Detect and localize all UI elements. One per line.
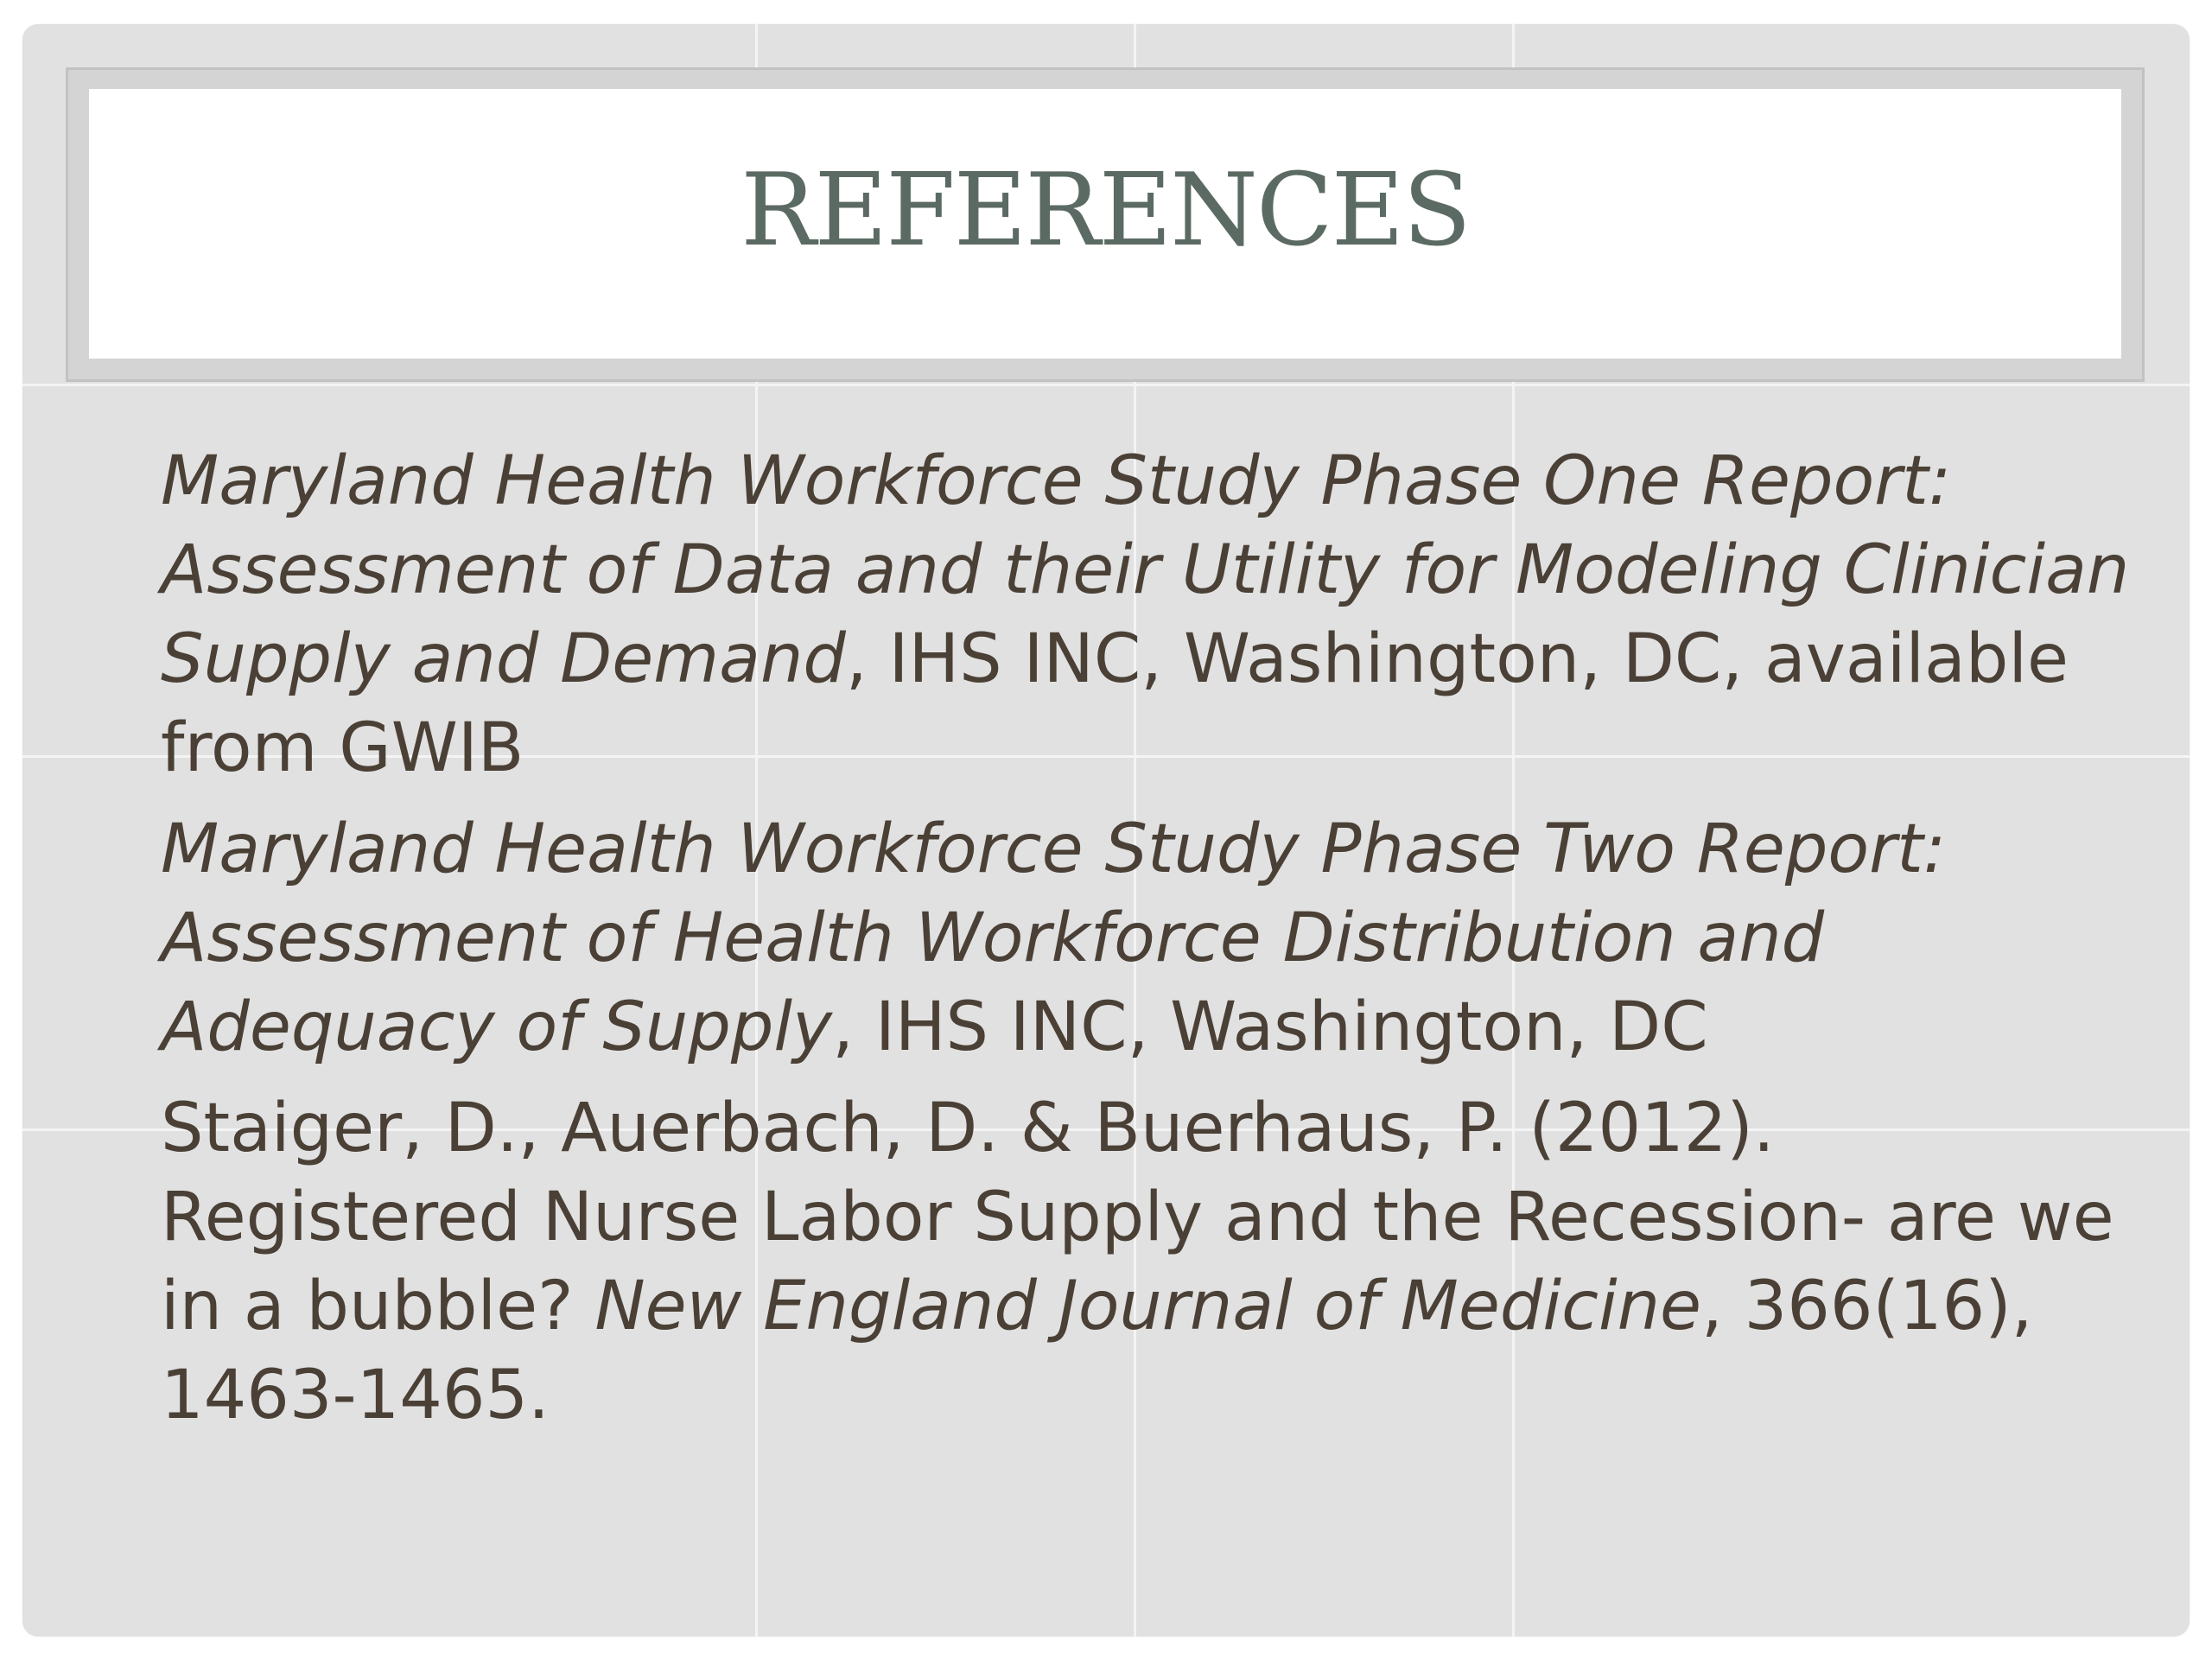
reference-details: , IHS INC, Washington, DC <box>832 988 1708 1066</box>
reference-list <box>161 437 2131 1452</box>
title-frame <box>66 67 2145 382</box>
reference-item <box>161 1084 2131 1440</box>
slide-title: REFERENCES <box>741 152 1470 269</box>
title-box <box>89 89 2121 359</box>
reference-details: , IHS INC, Washington, DC, available from GWIB <box>161 620 2069 787</box>
reference-journal: New England Journal of Medicine <box>594 1268 1702 1345</box>
reference-item <box>161 805 2131 1072</box>
grid-line <box>22 384 2190 386</box>
reference-title: Maryland Health Workforce Study Phase Two Report: Assessment of Health Workforce Distribution and Adequacy of Supply <box>161 810 1947 1066</box>
reference-authors: Staiger, D., Auerbach, D. & Buerhaus, P. (2012). Registered Nurse Labor Supply and the Recession- are we in a bubble? <box>161 1090 2114 1345</box>
reference-title: Maryland Health Workforce Study Phase One Report: Assessment of Data and their Utility for Modeling Clinician Supply and Demand <box>161 442 2130 698</box>
reference-details: , 366(16), 1463-1465. <box>161 1268 2033 1434</box>
reference-item <box>161 437 2131 793</box>
slide <box>22 24 2190 1637</box>
